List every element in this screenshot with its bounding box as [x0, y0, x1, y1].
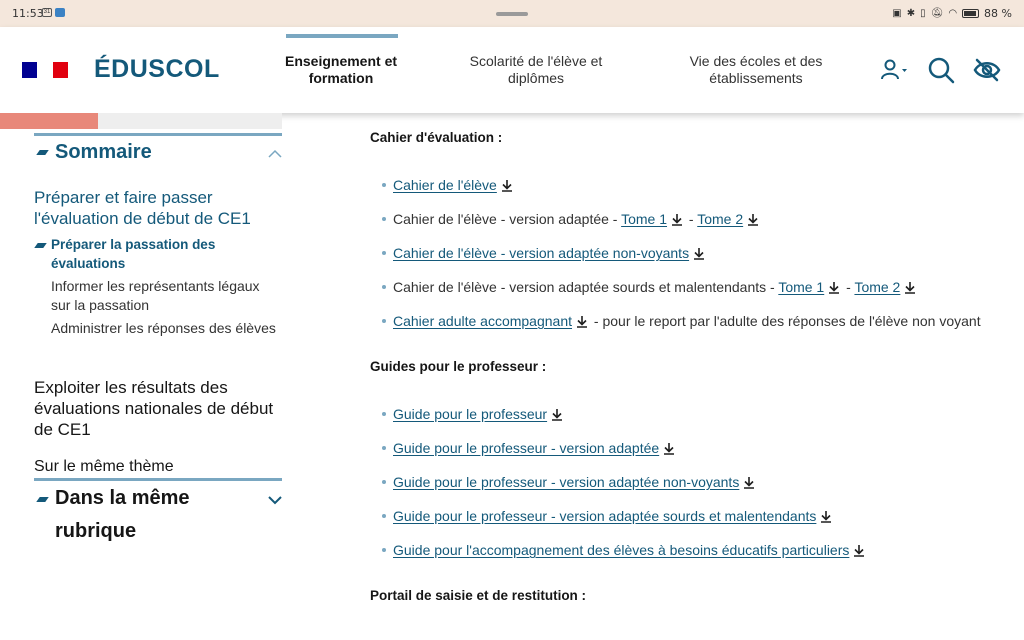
- guide-adaptee-link[interactable]: Guide pour le professeur - version adaptée: [393, 440, 660, 456]
- list-item: [370, 171, 990, 201]
- download-icon[interactable]: [820, 504, 832, 532]
- active-nav-indicator: [286, 34, 398, 38]
- guide-professeur-link[interactable]: Guide pour le professeur: [393, 406, 548, 422]
- download-icon[interactable]: [828, 275, 840, 303]
- sidebar-divider: [34, 133, 282, 136]
- download-icon[interactable]: [904, 275, 916, 303]
- battery-icon: [962, 9, 979, 18]
- battery-level: 88 %: [984, 7, 1012, 20]
- sommaire-heading[interactable]: Sommaire: [38, 141, 152, 164]
- list-item: [370, 502, 990, 532]
- list-item: [370, 434, 990, 464]
- guide-besoins-particuliers-link[interactable]: Guide pour l'accompagnement des élèves à besoins éducatifs particuliers: [393, 542, 850, 558]
- download-icon[interactable]: [743, 470, 755, 498]
- download-icon[interactable]: [747, 207, 759, 235]
- search-icon[interactable]: [926, 55, 956, 85]
- list-item: Cahier de l'élève - version adaptée - Tome 1 - Tome 2: [370, 205, 990, 235]
- cahier-section-title: Cahier d'évaluation :: [370, 130, 503, 145]
- main-content: [370, 130, 990, 603]
- chevron-down-icon[interactable]: [268, 492, 282, 510]
- nfc-icon: ▣: [892, 8, 902, 19]
- sidebar-divider: [34, 478, 282, 481]
- list-item: Cahier adulte accompagnant - pour le report par l'adulte des réponses de l'élève non voyant: [370, 307, 990, 337]
- status-bar: [0, 0, 1024, 27]
- guides-section-title: Guides pour le professeur :: [370, 359, 547, 374]
- nav-vie-ecoles[interactable]: Vie des écoles et des établissements: [689, 53, 823, 86]
- chevron-up-icon[interactable]: [268, 146, 282, 164]
- guide-sourds-link[interactable]: Guide pour le professeur - version adaptée sourds et malentendants: [393, 508, 817, 524]
- sidebar-item-preparer-passation[interactable]: Préparer la passation des évaluations: [51, 237, 216, 271]
- vibrate-icon: ▯: [920, 8, 926, 19]
- cahier-sourds-tome2-link[interactable]: Tome 2: [854, 279, 901, 295]
- bullet-icon: [34, 243, 47, 248]
- guide-non-voyants-link[interactable]: Guide pour le professeur - version adaptée non-voyants: [393, 474, 740, 490]
- nav-scolarite-diplomes[interactable]: Scolarité de l'élève et diplômes: [469, 53, 603, 86]
- list-item: Cahier de l'élève - version adaptée sourds et malentendants - Tome 1 - Tome 2: [370, 273, 990, 303]
- nav-enseignement-formation[interactable]: Enseignement et formation: [284, 53, 398, 86]
- same-theme-heading: Sur le même thème: [34, 458, 174, 475]
- cahier-adulte-link[interactable]: Cahier adulte accompagnant: [393, 313, 573, 329]
- sidebar-accent-bar: [0, 113, 98, 129]
- mute-icon: 🔕︎: [930, 8, 944, 19]
- site-header: [0, 27, 1024, 113]
- bluetooth-icon: ✱: [906, 8, 916, 19]
- republique-francaise-logo[interactable]: [22, 62, 68, 78]
- eduscol-logo[interactable]: ÉDUSCOL: [94, 55, 220, 83]
- download-icon[interactable]: [551, 402, 563, 430]
- status-time: 11:53: [12, 7, 44, 20]
- download-icon[interactable]: [501, 173, 513, 201]
- eye-slash-icon[interactable]: [972, 55, 1002, 85]
- download-icon[interactable]: [663, 436, 675, 464]
- cahier-list: [370, 171, 990, 337]
- sidebar-item-informer-representants[interactable]: Informer les représentants légaux sur la passation: [51, 278, 260, 313]
- user-icon[interactable]: [878, 55, 908, 85]
- rubrique-heading[interactable]: Dans la même rubrique: [38, 482, 235, 548]
- cahier-adaptee-tome2-link[interactable]: Tome 2: [697, 211, 744, 227]
- download-icon[interactable]: [693, 241, 705, 269]
- cahier-non-voyants-link[interactable]: Cahier de l'élève - version adaptée non-voyants: [393, 245, 690, 261]
- list-item: [370, 239, 990, 269]
- guides-list: [370, 400, 990, 566]
- cahier-adaptee-tome1-link[interactable]: Tome 1: [621, 211, 668, 227]
- bullet-icon: [36, 497, 49, 502]
- list-item: [370, 536, 990, 566]
- sidebar-section-preparer[interactable]: Préparer et faire passer l'évaluation de début de CE1: [34, 188, 251, 228]
- sidebar-accent-bar-grey: [98, 113, 282, 129]
- download-icon[interactable]: [671, 207, 683, 235]
- download-icon[interactable]: [576, 309, 588, 337]
- download-icon[interactable]: [853, 538, 865, 566]
- list-item: [370, 400, 990, 430]
- calendar-icon: 31: [43, 9, 51, 15]
- cahier-eleve-link[interactable]: Cahier de l'élève: [393, 177, 497, 193]
- wifi-icon: ◠: [948, 8, 958, 19]
- portail-section-title: Portail de saisie et de restitution :: [370, 588, 587, 603]
- sidebar-item-administrer-reponses[interactable]: Administrer les réponses des élèves: [51, 320, 276, 336]
- list-item: [370, 468, 990, 498]
- sidebar-section-exploiter[interactable]: Exploiter les résultats des évaluations nationales de début de CE1: [34, 378, 274, 439]
- bullet-icon: [36, 150, 49, 155]
- cahier-sourds-tome1-link[interactable]: Tome 1: [778, 279, 825, 295]
- notification-icon: [55, 8, 65, 17]
- drag-handle[interactable]: [496, 12, 528, 16]
